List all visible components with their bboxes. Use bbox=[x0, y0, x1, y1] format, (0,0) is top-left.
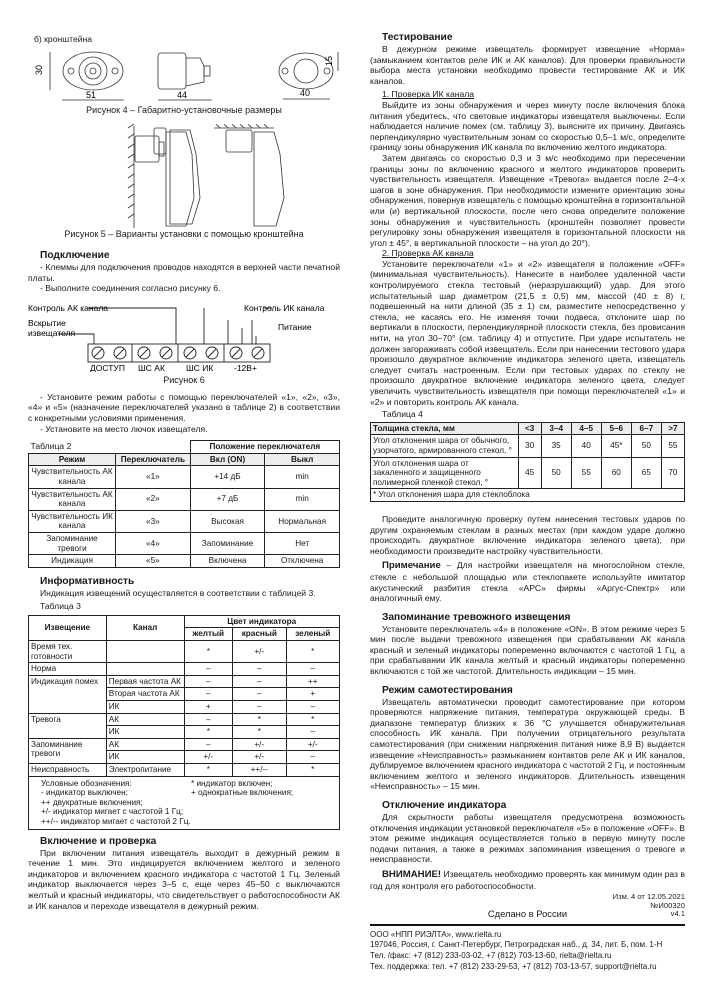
table-2-cell: «5» bbox=[116, 555, 191, 568]
table-3-indicator: * bbox=[286, 713, 339, 726]
terminal-group-ak: ШС АК bbox=[138, 362, 165, 372]
table-2-cell: min bbox=[265, 488, 340, 510]
warning-text: Извещатель необходимо проверять как минимум один раз в год для контроля его работоспособности. bbox=[370, 868, 685, 891]
table-3-indicator: * bbox=[233, 726, 286, 739]
table-3-event: Индикация помех bbox=[29, 675, 107, 713]
after-table-4-text: Проведите аналогичную проверку путем нанесения тестовых ударов по другим охраняемым стеклам в разных местах (при каждом ударе должно происходить двукратное включение индикатора зеленого цвета), при необходимости произведите настройку чувствительности. bbox=[370, 513, 685, 556]
dim-40: 40 bbox=[300, 88, 311, 98]
table-3-event: Время тех. готовности bbox=[29, 641, 107, 663]
figure-4-sublabel: б) кронштейна bbox=[34, 34, 93, 44]
table-4-col: >7 bbox=[661, 422, 684, 435]
table-3-indicator: * bbox=[286, 764, 339, 777]
terminal-group-power: -12В+ bbox=[234, 362, 257, 372]
table-2-cell: Запоминание bbox=[190, 532, 265, 554]
footer-contacts bbox=[370, 930, 685, 972]
company: ООО «НПП РИЭЛТА», www.rielta.ru bbox=[370, 929, 502, 939]
table-3-indicator: * bbox=[184, 641, 233, 663]
table-4-value: 55 bbox=[661, 435, 684, 457]
table-4-title: Таблица 4 bbox=[382, 409, 423, 420]
ceiling-mount-variant bbox=[214, 124, 284, 226]
leader-ak-control bbox=[88, 308, 176, 344]
table-4-col: 4–5 bbox=[571, 422, 601, 435]
table-3-indicator: +/- bbox=[233, 738, 286, 751]
memory-heading: Запоминание тревожного извещения bbox=[382, 611, 571, 623]
terminals bbox=[92, 344, 264, 362]
legend-title: Условные обозначения: bbox=[41, 778, 132, 788]
note-text: – Для настройки извещателя на многослойном стекле, стекле с небольшой площадью или стеклопакете используйте имитатор акустический разбития стекла «АРС» фирмы «Аргус-Спектр» или аналогичный ему. bbox=[370, 560, 685, 604]
table-4-value: 55 bbox=[571, 457, 601, 489]
table-4-value: 65 bbox=[631, 457, 661, 489]
table-3-indicator: + bbox=[184, 701, 233, 714]
info-text: Индикация извещений осуществляется в соответствии с таблицей 3. bbox=[40, 587, 316, 598]
testing-text-3: Затем двигаясь со скоростью 0,3 и 3 м/с необходимо при пересечении границы зоны по включению красного и желтого индикаторов проверить чувствительность извещателя. Извещение «Тревога» выдается после 2–4-х шагов в зоне обнаружения. При необходимости измените ориентацию зоны обнаружения, повернув извещатель с помощью кронштейна в горизонтальной или (и) вертикальной плоскости, после чего снова определите положение зоны обнаружения и чувствительность (кронштейн позволяет провести регулировку зоны обнаружения извещателя в горизонтальной плоскости на угол ± 45°, в вертикальной плоскости – на угол до 20°). bbox=[370, 152, 685, 248]
table-3-indicator: +/- bbox=[286, 738, 339, 751]
table-2-header: Вкл (ON) bbox=[190, 453, 265, 466]
table-3-indicator: + bbox=[286, 688, 339, 701]
table-2-row bbox=[29, 488, 340, 510]
indicator-off-heading: Отключение индикатора bbox=[382, 800, 507, 811]
table-2-cell: Индикация bbox=[29, 555, 116, 568]
table-3-row bbox=[29, 713, 340, 726]
dim-51: 51 bbox=[86, 90, 97, 100]
legend-blink-2hz: ++/-- индикатор мигает с частотой 2 Гц. bbox=[41, 816, 191, 826]
label-ik-control: Контроль ИК канала bbox=[244, 302, 325, 313]
table-3-row bbox=[29, 663, 340, 676]
info-heading: Информативность bbox=[40, 575, 135, 587]
table-3-channel bbox=[106, 663, 184, 676]
warning-label: ВНИМАНИЕ! bbox=[382, 868, 442, 880]
table-3-indicator: +/- bbox=[233, 641, 286, 663]
table-3-indicator: – bbox=[286, 751, 339, 764]
terminal-group-ik: ШС ИК bbox=[186, 362, 214, 372]
legend-blink-1hz: +/- индикатор мигает с частотой 1 Гц; bbox=[41, 807, 184, 817]
table-3-indicator: – bbox=[233, 675, 286, 688]
table-3-channel: Электропитание bbox=[106, 764, 184, 777]
figure-6-caption: Рисунок 6 bbox=[163, 374, 205, 385]
version: v4.1 bbox=[670, 909, 685, 919]
figure-4-caption: Рисунок 4 – Габаритно-установочные размеры bbox=[86, 105, 282, 115]
table-3-indicator: – bbox=[233, 701, 286, 714]
table-4-value: 35 bbox=[541, 435, 571, 457]
table-4-col: <3 bbox=[518, 422, 541, 435]
table-4-value: 45 bbox=[518, 457, 541, 489]
table-3-channel: ИК bbox=[106, 726, 184, 739]
wall-mount-variant bbox=[128, 124, 194, 228]
testing-ik-subheading: 1. Проверка ИК канала bbox=[382, 89, 475, 100]
table-2-cell: +7 дБ bbox=[190, 488, 265, 510]
right-column bbox=[370, 32, 685, 891]
table-3-row bbox=[29, 675, 340, 688]
table-2-cell: «2» bbox=[116, 488, 191, 510]
connection-text-1: - Клеммы для подключения проводов находятся в верхней части печатной платы. bbox=[28, 262, 340, 283]
table-2-cell: Включена bbox=[190, 555, 265, 568]
terminal-group-access: ДОСТУП bbox=[90, 362, 125, 372]
poweron-heading: Включение и проверка bbox=[40, 835, 157, 847]
table-4-col: 6–7 bbox=[631, 422, 661, 435]
table-3-indicator: ++/-- bbox=[233, 764, 286, 777]
table-3-indicator: – bbox=[184, 688, 233, 701]
table-3-channel bbox=[106, 641, 184, 663]
table-3-indicator: – bbox=[184, 663, 233, 676]
table-4-col: 5–6 bbox=[601, 422, 631, 435]
support: Тех. поддержка: тел. +7 (812) 233-29-53, +7 (812) 703-13-57, support@rielta.ru bbox=[370, 961, 657, 971]
table-3-channel: Вторая частота АК bbox=[106, 688, 184, 701]
table-2-cell: min bbox=[265, 466, 340, 488]
table-3-channel: АК bbox=[106, 713, 184, 726]
indicator-off-text: Для скрытности работы извещателя предусмотрена возможность отключения индикации установкой переключателя «5» в положение «OFF». В этом режиме индикация осуществляется только в первую минуту после подачи питания, а также в режимах запоминания извещения о тревоге и неисправности. bbox=[370, 812, 685, 865]
table-3-event: Норма bbox=[29, 663, 107, 676]
table-2-cell: Чувствительность АК канала bbox=[29, 466, 116, 488]
warning bbox=[370, 869, 685, 891]
testing-ak-subheading: 2. Проверка АК канала bbox=[382, 248, 474, 259]
address: 197046, Россия, г. Санкт-Петербург, Петроградская наб., д. 34, лит. Б, пом. 1-Н bbox=[370, 940, 663, 950]
table-3-indicator: +/- bbox=[184, 751, 233, 764]
label-tamper-2: извещателя bbox=[28, 327, 76, 338]
table-3-event: Запоминание тревоги bbox=[29, 738, 107, 763]
table-3-row bbox=[29, 764, 340, 777]
phone: Тел. /факс: +7 (812) 233-03-02, +7 (812) 703-13-60, rielta@rielta.ru bbox=[370, 950, 612, 960]
testing-text-1: В дежурном режиме извещатель формирует извещение «Норма» (замыканием контактов реле ИК и АК каналов). Для проверки правильности выбора места установки необходимо провести тестирование АК и ИК каналов. bbox=[370, 44, 685, 86]
selftest-text: Извещатель автоматически проводит самотестирование при котором проверяются напряжение питания, температура окружающей среды. В диапазоне температур близких к 36 °С улучшается обнаружительная способность ИК канала. При получении отрицательного результата самотестирования (при снижении напряжения питания ниже 8,9 В) выдается извещение «Неисправность» размыканием контактов реле АК и ИК каналов, дублируемое включением красного индикатора с частотой 2 Гц, и постоянным включением желтого и зеленого индикаторов. Длительность извещения «Неисправность» – 15 мин. bbox=[370, 696, 685, 792]
made-in: Сделано в России bbox=[487, 908, 568, 919]
table-3-indicator: * bbox=[184, 726, 233, 739]
mode-text-2: - Установите на место лючок извещателя. bbox=[40, 423, 208, 434]
table-3-header-green: зеленый bbox=[286, 628, 339, 641]
table-3-header-red: красный bbox=[233, 628, 286, 641]
table-3-channel: АК bbox=[106, 738, 184, 751]
table-3-header-channel: Канал bbox=[106, 615, 184, 640]
table-3-row bbox=[29, 641, 340, 663]
testing-text-4: Установите переключатели «1» и «2» извещателя в положение «OFF» (минимальная чувствительность). Нанесите в наиболее удаленной части контролируемого стекла тестовый (неразрушающий) удар. Для этого испытательный шар диаметром (21,5 ± 0,5) мм, массой (40 ± 8) г, подвешенный на нити длиной (35 ± 1) см, разместите непосредственно у стекла, не касаясь его. Не изменяя точки подвеса, отклоните шар по вертикали в плоскости, перпендикулярной плоскости стекла, без провисания нити, на угол 30–70° (см. таблицу 4) и отпустите. При ударе испытатель не должен загораживать собой извещатель. Если при нанесении тестового удара произошло двукратное включение индикатора зеленого цвета, извещатель следует считать настроенным. Если при тестовых ударах по стеклу не произошло двукратное включение индикатора зеленого цвета, следует увеличить чувствительность извещателя при помощи переключателей «1» и «2» и повторить контроль АК канала. bbox=[370, 258, 685, 407]
memory-text: Установите переключатель «4» в положение «ON». В этом режиме через 5 мин после выдачи тревожного извещения при срабатывании АК канала красный и зеленый индикаторы попеременно включаются с частотой 1 Гц, а при срабатывании ИК канала желтый и красный индикаторы попеременно включаются с той же частотой. Длительность индикации – 15 мин. bbox=[370, 623, 685, 677]
table-2-cell: Нет bbox=[265, 532, 340, 554]
testing-heading: Тестирование bbox=[382, 32, 453, 43]
figure-6 bbox=[28, 300, 340, 386]
table-3-channel: ИК bbox=[106, 701, 184, 714]
terminal-block bbox=[88, 344, 270, 362]
note bbox=[370, 560, 685, 603]
table-3-header-group: Цвет индикатора bbox=[184, 615, 340, 628]
table-4-row-label: Угол отклонения шара от обычного, узорчатого, армированного стекол, ° bbox=[371, 435, 519, 457]
table-3-title: Таблица 3 bbox=[40, 601, 81, 612]
left-column bbox=[28, 0, 340, 911]
table-3-indicator: * bbox=[286, 641, 339, 663]
table-2-cell: +14 дБ bbox=[190, 466, 265, 488]
dim-15: 15 bbox=[324, 55, 334, 66]
revision: Изм. 4 от 12.05.2021 bbox=[612, 892, 685, 901]
terminal-block-diagram bbox=[28, 300, 340, 372]
legend-double: ++ двукратные включения; bbox=[41, 797, 143, 807]
connection-text-2: - Выполните соединения согласно рисунку 6. bbox=[40, 283, 221, 294]
table-2-cell: «4» bbox=[116, 532, 191, 554]
table-3-indicator: – bbox=[184, 713, 233, 726]
table-2-cell: Запоминание тревоги bbox=[29, 532, 116, 554]
table-4-value: 50 bbox=[631, 435, 661, 457]
table-3-channel: ИК bbox=[106, 751, 184, 764]
table-4-value: 50 bbox=[541, 457, 571, 489]
connection-heading: Подключение bbox=[40, 250, 110, 261]
table-3-row bbox=[29, 738, 340, 751]
table-3-indicator: – bbox=[184, 738, 233, 751]
table-2-group-header: Положение переключателя bbox=[190, 441, 339, 454]
table-2-cell: Отключена bbox=[265, 555, 340, 568]
label-ak-control: Контроль АК канала bbox=[28, 302, 109, 313]
table-3-indicator: – bbox=[184, 675, 233, 688]
table-4-value: 30 bbox=[518, 435, 541, 457]
table-3-event: Неисправность bbox=[29, 764, 107, 777]
table-3-indicator: – bbox=[233, 663, 286, 676]
table-3-legend bbox=[29, 776, 340, 829]
table-3 bbox=[28, 615, 340, 830]
table-2-title: Таблица 2 bbox=[30, 440, 72, 451]
table-4-value: 60 bbox=[601, 457, 631, 489]
table-3-event: Тревога bbox=[29, 713, 107, 738]
poweron-text: При включении питания извещатель выходит в дежурный режим в течение 1 мин. Это индицируется включением желтого и зеленого индикаторов и включением красного индикатора с частотой 1 Гц. Зеленый индикатор выключается через 3–5 с, еще через 45–50 с выключаются желтый и красный индикаторы, что свидетельствует о работоспособности АК и ИК каналов и переходе извещателя в дежурный режим. bbox=[28, 847, 340, 911]
table-3-indicator: – bbox=[286, 701, 339, 714]
table-2-cell: «3» bbox=[116, 510, 191, 532]
mode-text-1: - Установите режим работы с помощью переключателей «1», «2», «3», «4» и «5» (назначение переключателей указано в таблице 2) в соответствии с конкретными условиями применения. bbox=[28, 391, 340, 423]
label-tamper-1: Вскрытие bbox=[28, 317, 66, 328]
footer-divider bbox=[370, 924, 685, 926]
footer bbox=[370, 893, 685, 972]
table-3-indicator: +/- bbox=[233, 751, 286, 764]
table-2-row bbox=[29, 466, 340, 488]
figure-5 bbox=[28, 118, 340, 240]
figure-4 bbox=[28, 0, 340, 118]
table-4-row bbox=[371, 435, 685, 457]
doc-number: №И00320 bbox=[650, 900, 685, 910]
table-4-col: 3–4 bbox=[541, 422, 571, 435]
table-2-row bbox=[29, 510, 340, 532]
legend-on: * индикатор включен; bbox=[191, 778, 273, 788]
table-2 bbox=[28, 440, 340, 568]
table-3-indicator: ++ bbox=[286, 675, 339, 688]
selftest-heading: Режим самотестирования bbox=[382, 684, 513, 696]
table-3-header-event: Извещение bbox=[29, 615, 107, 640]
label-power: Питание bbox=[278, 321, 312, 332]
table-2-cell: Высокая bbox=[190, 510, 265, 532]
table-4-value: 40 bbox=[571, 435, 601, 457]
table-3-indicator: * bbox=[184, 764, 233, 777]
table-2-header: Переключатель bbox=[116, 453, 191, 466]
figure-5-drawing bbox=[28, 124, 340, 230]
table-4 bbox=[370, 422, 685, 502]
table-2-cell: Нормальная bbox=[265, 510, 340, 532]
table-4-value: 70 bbox=[661, 457, 684, 489]
table-3-indicator: – bbox=[233, 688, 286, 701]
table-2-cell: «1» bbox=[116, 466, 191, 488]
figure-4-drawing bbox=[28, 44, 340, 104]
legend-off: - индикатор выключен; bbox=[41, 788, 128, 798]
table-3-indicator: * bbox=[233, 713, 286, 726]
table-3-indicator: – bbox=[286, 726, 339, 739]
table-2-cell: Чувствительность АК канала bbox=[29, 488, 116, 510]
table-4-footnote: * Угол отклонения шара для стеклоблока bbox=[371, 489, 685, 502]
legend-single: + однократные включения; bbox=[191, 788, 294, 798]
testing-text-2: Выйдите из зоны обнаружения и через минуту после включения блока питания убедитесь, что световые индикаторы извещателя выключены. Если наблюдается наличие помех (см. таблицу 3), выясните их причину. Двигаясь перпендикулярно чувствительным зонам со скоростью 0,5–1 м/с, определите границу зоны обнаружения ИК канала по включению желтого индикатора. bbox=[370, 99, 685, 153]
table-2-header: Выкл bbox=[265, 453, 340, 466]
figure-5-caption: Рисунок 5 – Варианты установки с помощью кронштейна bbox=[64, 229, 304, 239]
table-3-indicator: – bbox=[286, 663, 339, 676]
table-2-cell: Чувствительность ИК канала bbox=[29, 510, 116, 532]
table-2-row bbox=[29, 532, 340, 554]
note-label: Примечание bbox=[382, 560, 441, 572]
table-2-header: Режим bbox=[29, 453, 116, 466]
table-4-value: 45* bbox=[601, 435, 631, 457]
table-3-channel: Первая частота АК bbox=[106, 675, 184, 688]
table-3-header-yellow: желтый bbox=[184, 628, 233, 641]
dim-30: 30 bbox=[34, 64, 44, 75]
table-2-row bbox=[29, 555, 340, 568]
table-4-row bbox=[371, 457, 685, 489]
dim-44: 44 bbox=[177, 90, 188, 100]
table-4-header-label: Толщина стекла, мм bbox=[371, 422, 519, 435]
table-4-row-label: Угол отклонения шара от закаленного и защищенного полимерной пленкой стекол, ° bbox=[371, 457, 519, 489]
